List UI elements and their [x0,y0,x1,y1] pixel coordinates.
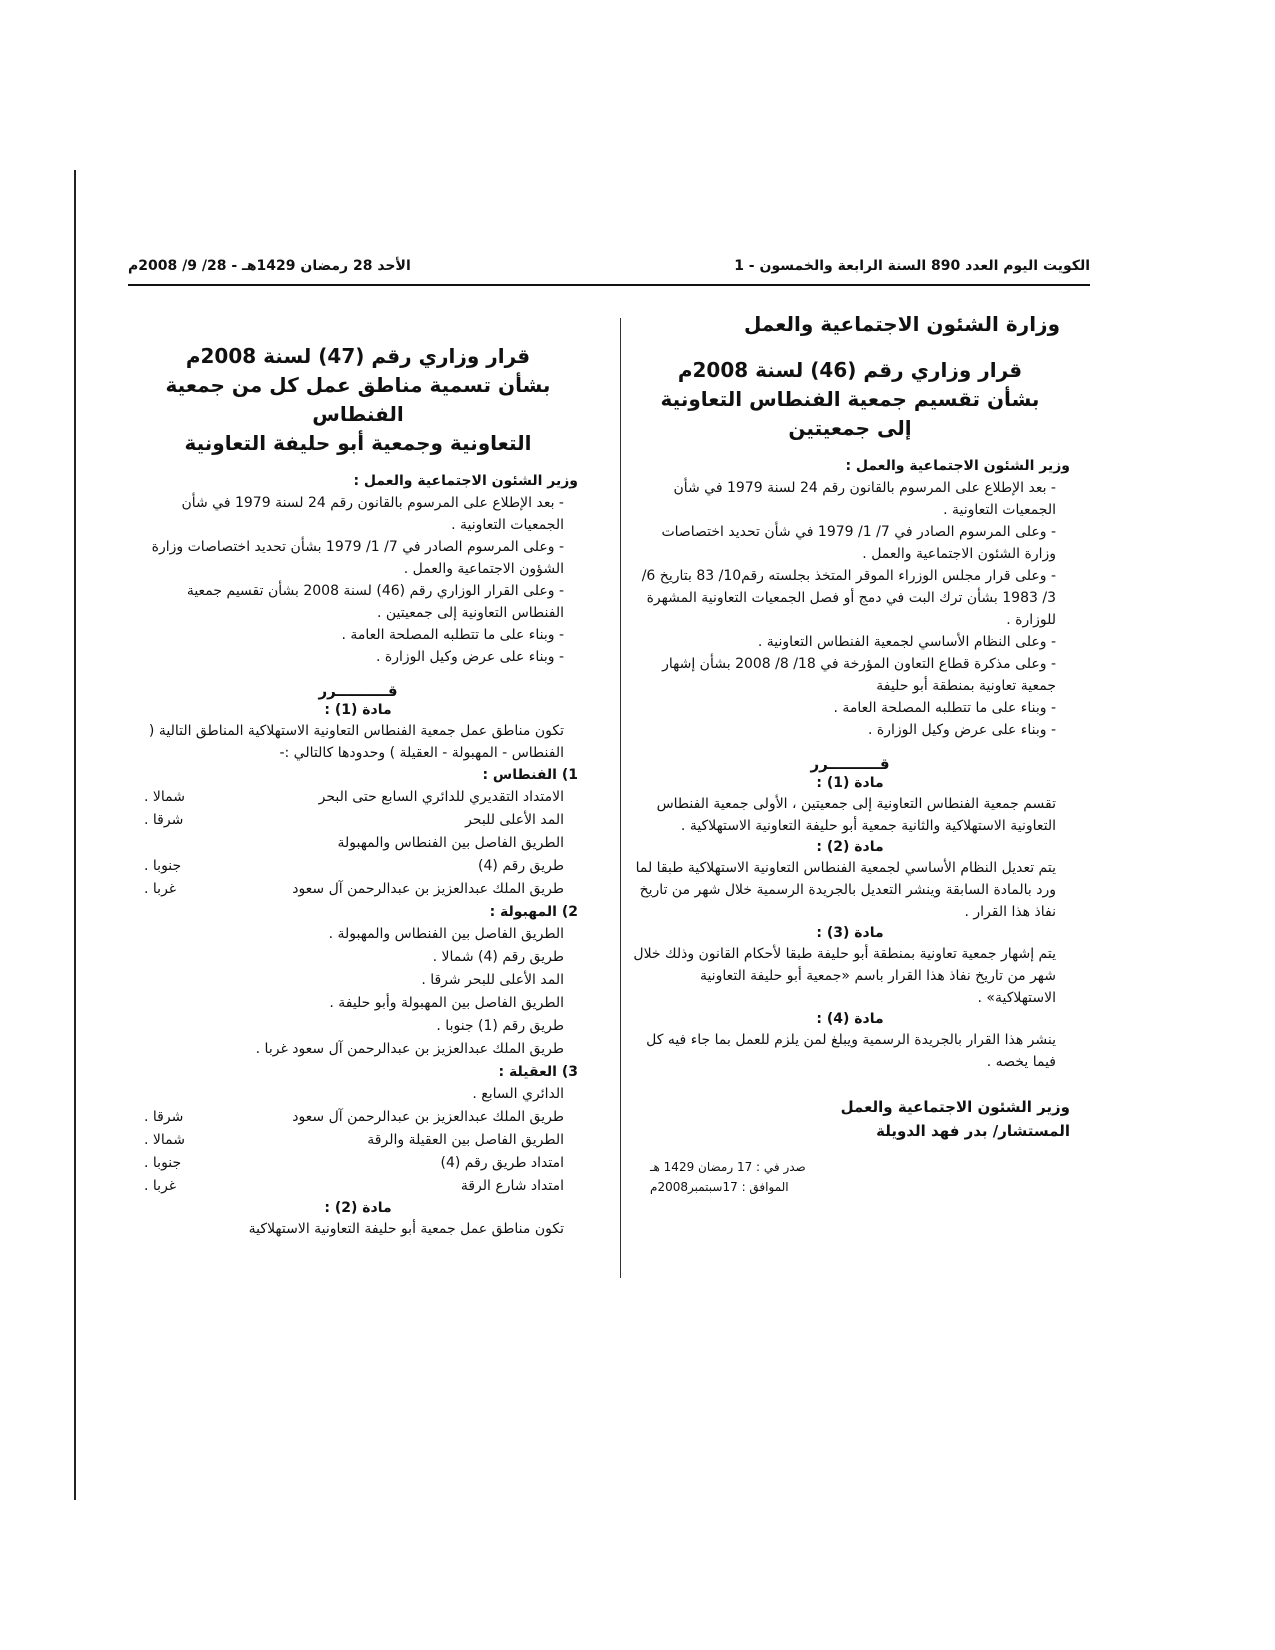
minister-line: وزير الشئون الاجتماعية والعمل : [845,458,1070,474]
recital: - وعلى مذكرة قطاع التعاون المؤرخة في 18/ 8/ 2008 بشأن إشهار جمعية تعاونية بمنطقة أبو حليفة [662,656,1056,694]
recital: - وبناء على ما تتطلبه المصلحة العامة . [341,627,564,643]
boundary-row [138,969,578,992]
boundary-text: المد الأعلى للبحر [465,812,564,828]
article-title: مادة (3) : [816,925,884,941]
decision-47-column [138,342,578,1240]
recital: - وعلى النظام الأساسي لجمعية الفنطاس التعاونية . [757,634,1056,650]
boundary-direction [138,923,144,946]
article-text: يتم تعديل النظام الأساسي لجمعية الفنطاس التعاونية الاستهلاكية طبقا لما ورد بالمادة السابقة وينشر التعديل بالجريدة الرسمية خلال شهر من تاريخ نفاذ هذا القرار . [635,860,1056,920]
article-title: مادة (1) : [324,702,392,718]
boundary-row [138,1106,578,1129]
boundary-direction [138,969,144,992]
boundary-text: طريق رقم (1) جنوبا . [436,1018,564,1034]
boundary-text: طريق الملك عبدالعزيز بن عبدالرحمن آل سعود غربا . [255,1041,564,1057]
article-text: تكون مناطق عمل جمعية أبو حليفة التعاونية الاستهلاكية [248,1221,564,1237]
decided-heading: قــــــــــرر [318,682,398,700]
recital: - بعد الإطلاع على المرسوم بالقانون رقم 24 لسنة 1979 في شأن الجمعيات التعاونية . [673,480,1056,518]
binding-line [74,170,76,1500]
recital: - وبناء على عرض وكيل الوزارة . [868,722,1056,738]
header-issue-info: الكويت اليوم العدد 890 السنة الرابعة والخمسون - 1 [734,258,1090,274]
area-heading-fintas: 1) الفنطاس : [482,767,578,783]
article-text: تقسم جمعية الفنطاس التعاونية إلى جمعيتين ، الأولى جمعية الفنطاس التعاونية الاستهلاكية والثانية جمعية أبو حليفة التعاونية الاستهلاكية . [656,796,1056,834]
recital: - وعلى قرار مجلس الوزراء الموقر المتخذ بجلسته رقم10/ 83 بتاريخ 6/ 3/ 1983 بشأن ترك البت في دمج أو فصل الجمعيات التعاونية المشهرة للوزارة . [641,568,1056,628]
signature-name: المستشار/ بدر فهد الدويلة [876,1122,1070,1140]
title-line: قرار وزاري رقم (47) لسنة 2008م [185,344,531,368]
boundary-row [138,809,578,832]
boundary-row [138,1152,578,1175]
boundary-direction [138,1083,144,1106]
boundary-row [138,855,578,878]
boundary-text: طريق رقم (4) شمالا . [432,949,564,965]
boundary-direction [138,1015,144,1038]
column-divider [620,318,621,1278]
boundary-row [138,878,578,901]
boundary-text: الدائري السابع . [472,1086,564,1102]
issue-date-block [630,1157,1070,1197]
title-line: بشأن تقسيم جمعية الفنطاس التعاونية [660,387,1040,411]
article-title: مادة (2) : [816,839,884,855]
title-line: قرار وزاري رقم (46) لسنة 2008م [677,358,1023,382]
boundary-direction [138,946,144,969]
boundary-text: المد الأعلى للبحر شرقا . [421,972,564,988]
recital: - وبناء على ما تتطلبه المصلحة العامة . [833,700,1056,716]
signature-title: وزير الشئون الاجتماعية والعمل [840,1098,1070,1116]
decision-47-title [138,342,578,458]
page-header [128,258,1090,282]
header-date: الأحد 28 رمضان 1429هـ - 28/ 9/ 2008م [128,258,411,274]
boundary-row [138,1129,578,1152]
ministry-heading: وزارة الشئون الاجتماعية والعمل [743,312,1060,336]
boundary-row [138,1038,578,1061]
article-text: يتم إشهار جمعية تعاونية بمنطقة أبو حليفة طبقا لأحكام القانون وذلك خلال شهر من تاريخ نفاذ هذا القرار باسم «جمعية أبو حليفة التعاونية الاستهلاكية» . [633,946,1056,1006]
signature-block [630,1095,1070,1143]
issued-gregorian: الموافق : 17سبتمبر2008م [650,1180,789,1194]
title-line: التعاونية وجمعية أبو حليفة التعاونية [184,431,532,455]
boundary-direction: شمالا . [144,1132,185,1148]
boundary-text: امتداد طريق رقم (4) [440,1155,564,1171]
boundary-direction: جنوبا . [144,858,182,874]
boundary-direction: غربا . [144,1178,177,1194]
boundary-text: الطريق الفاصل بين الفنطاس والمهبولة . [328,926,564,942]
article-title: مادة (1) : [816,775,884,791]
recital: - وعلى المرسوم الصادر في 7/ 1/ 1979 بشأن تحديد اختصاصات وزارة الشؤون الاجتماعية والعمل . [151,539,564,577]
boundary-text: الطريق الفاصل بين الفنطاس والمهبولة [337,835,564,851]
boundary-row [138,946,578,969]
boundary-row [138,1175,578,1198]
boundary-row [138,1083,578,1106]
title-line: بشأن تسمية مناطق عمل كل من جمعية الفنطاس [165,373,551,426]
boundary-row [138,923,578,946]
boundary-direction [138,992,144,1015]
boundary-direction: شرقا . [144,1109,184,1125]
title-line: إلى جمعيتين [788,416,912,440]
boundary-text: الطريق الفاصل بين العقيلة والرقة [367,1132,564,1148]
boundary-direction: جنوبا . [144,1155,182,1171]
boundary-row [138,832,578,855]
issued-hijri: صدر في : 17 رمضان 1429 هـ [650,1160,806,1174]
recital: - وعلى القرار الوزاري رقم (46) لسنة 2008 بشأن تقسيم جمعية الفنطاس التعاونية إلى جمعيتين . [186,583,564,621]
boundary-direction [138,1038,144,1061]
decision-46-column [630,312,1070,1197]
recital: - بعد الإطلاع على المرسوم بالقانون رقم 24 لسنة 1979 في شأن الجمعيات التعاونية . [181,495,564,533]
decision-46-title [630,356,1070,443]
boundary-row [138,1015,578,1038]
boundary-direction [138,832,144,855]
boundary-text: طريق الملك عبدالعزيز بن عبدالرحمن آل سعود [292,1109,564,1125]
boundary-text: الطريق الفاصل بين المهبولة وأبو حليفة . [329,995,564,1011]
minister-line: وزير الشئون الاجتماعية والعمل : [353,473,578,489]
decided-heading: قــــــــــرر [810,755,890,773]
boundary-text: الامتداد التقديري للدائري السابع حتى البحر [318,789,564,805]
boundary-text: امتداد شارع الرقة [460,1178,564,1194]
article-text: ينشر هذا القرار بالجريدة الرسمية ويبلغ لمن يلزم للعمل بما جاء فيه كل فيما يخصه . [646,1032,1056,1070]
boundary-row [138,992,578,1015]
boundary-direction: شمالا . [144,789,185,805]
header-rule [128,284,1090,286]
article-title: مادة (2) : [324,1200,392,1216]
article-text: تكون مناطق عمل جمعية الفنطاس التعاونية الاستهلاكية المناطق التالية ( الفنطاس - المهبولة - العقيلة ) وحدودها كالتالي :- [148,723,564,761]
recital: - وعلى المرسوم الصادر في 7/ 1/ 1979 في شأن تحديد اختصاصات وزارة الشئون الاجتماعية والعمل . [661,524,1056,562]
boundary-direction: شرقا . [144,812,184,828]
area-heading-egaila: 3) العقيلة : [498,1064,578,1080]
boundary-text: طريق رقم (4) [478,858,564,874]
article-title: مادة (4) : [816,1011,884,1027]
boundary-text: طريق الملك عبدالعزيز بن عبدالرحمن آل سعود [292,881,564,897]
boundary-row [138,786,578,809]
area-heading-mahboula: 2) المهبولة : [489,904,578,920]
boundary-direction: غربا . [144,881,177,897]
recital: - وبناء على عرض وكيل الوزارة . [376,649,564,665]
